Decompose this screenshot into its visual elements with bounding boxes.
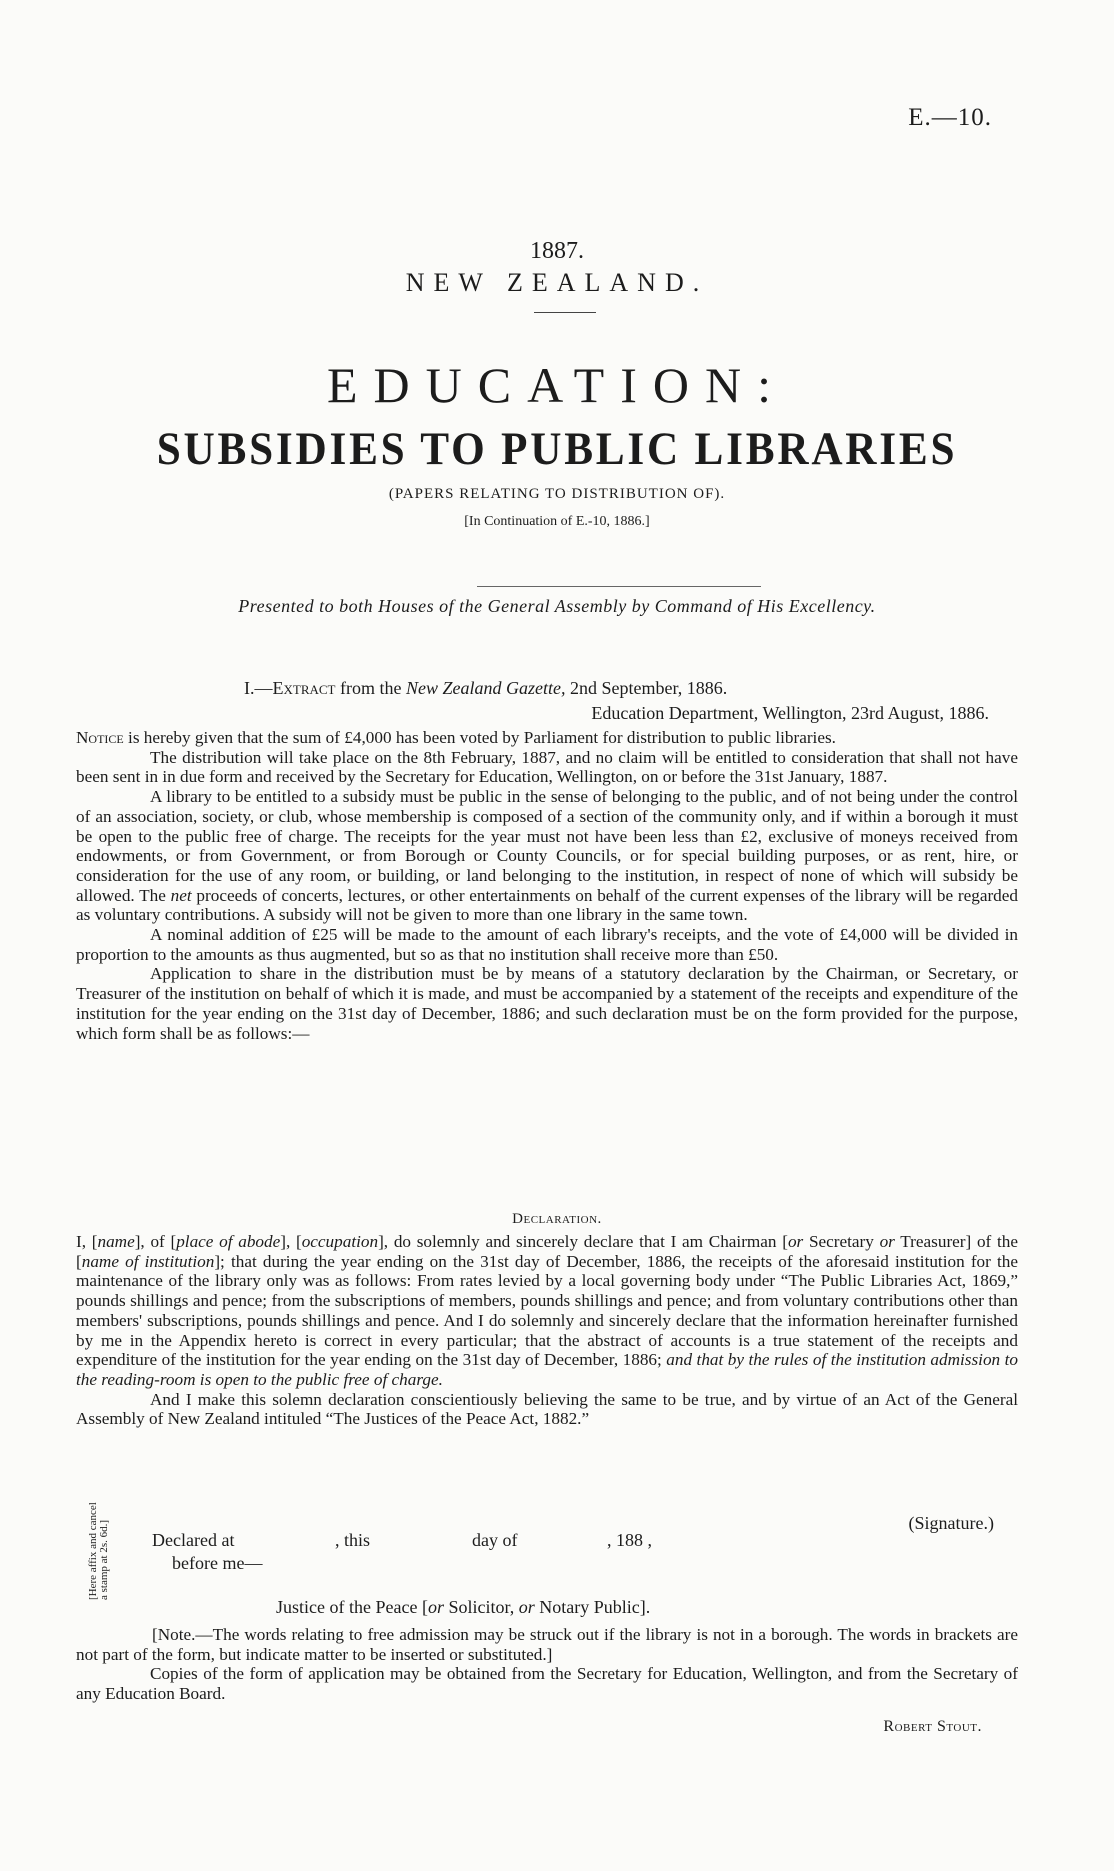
year-label: , 188 , — [607, 1530, 652, 1550]
declaration-body — [76, 1232, 1018, 1429]
year: 1887. — [530, 238, 584, 264]
text: ]; that during the year ending on the 31st day of December, 1886, the receipts of the aforesaid institution for the maintenance of the library only was as follows: From rates levied by a local governing body under “The Public Libraries Act, 1869,” pounds shillings and pence; from the subscriptions of members, pounds shillings and pence; and from voluntary contributions other than members' subscriptions, pounds shillings and pence. And I do solemnly and sincerely declare that the information hereinafter furnished by me in the Appendix hereto is correct in every particular; that the abstract of accounts is a true statement of the receipts and expenditure of the institution for the year ending on the 31st day of December, 1886; — [76, 1251, 1018, 1370]
notice-word: Notice — [76, 728, 124, 747]
text: Notary Public]. — [534, 1597, 651, 1617]
before-me: before me— — [172, 1553, 263, 1573]
emphasis: or — [427, 1597, 444, 1617]
paragraph: The distribution will take place on the 8th February, 1887, and no claim will be entitled to consideration that shall not have been sent in in due form and received by the Secretary for Education, Wellington, on or before the 31st January, 1887. — [76, 747, 1018, 787]
placeholder: name — [97, 1232, 135, 1251]
note-section — [76, 1625, 1018, 1704]
extract-from: from the — [335, 678, 406, 698]
declaration-paragraph: And I make this solemn declaration conscientiously believing the same to be true, and by virtue of an Act of the General Assembly of New Zealand intituled “The Justices of the Peace Act, 1882.” — [76, 1389, 1018, 1429]
signature-label: (Signature.) — [908, 1513, 994, 1533]
paragraph — [76, 787, 1018, 925]
declaration-paragraph — [76, 1232, 1018, 1390]
divider — [534, 312, 596, 313]
declared-at: Declared at — [152, 1530, 235, 1550]
stamp-box — [88, 1500, 148, 1600]
placeholder: or — [787, 1232, 804, 1251]
signatory: Robert Stout. — [883, 1718, 982, 1735]
paragraph: Application to share in the distribution must be by means of a statutory declaration by the Chairman, or Secretary, or Treasurer of the institution on behalf of which it is made, and must be accompanied by a statement of the receipts and expenditure of the institution for the year ending on the 31st day of December, 1886; and such declaration must be on the form provided for the purpose, which form shall be as follows:— — [76, 964, 1018, 1043]
paragraph-text: is hereby given that the sum of £4,000 has been voted by Parliament for distribution to public libraries. — [123, 728, 836, 747]
day-of-label: day of — [472, 1530, 518, 1550]
notice-body — [76, 728, 1018, 1043]
divider — [477, 586, 761, 587]
placeholder: occupation — [301, 1232, 379, 1251]
placeholder: place of abode — [176, 1232, 281, 1251]
note-paragraph: Copies of the form of application may be obtained from the Secretary for Education, Wellington, and from the Secretary of any Education Board. — [76, 1664, 1018, 1704]
presented-line: Presented to both Houses of the General Assembly by Command of His Excellency. — [238, 596, 876, 616]
text: ], of [ — [134, 1232, 177, 1251]
paragraph-text: proceeds of concerts, lectures, or other entertainments on behalf of the current expenses of the library will be regarded as voluntary contributions. A subsidy will not be given to more than one library in the same town. — [76, 885, 1018, 925]
papers-note: (PAPERS RELATING TO DISTRIBUTION OF). — [388, 486, 726, 502]
page-title: EDUCATION: — [327, 357, 787, 413]
document-reference: E.—10. — [908, 104, 992, 131]
text: Justice of the Peace [ — [276, 1597, 428, 1617]
text: Secretary — [803, 1232, 880, 1251]
justice-line — [276, 1597, 650, 1618]
text: Solicitor, — [443, 1597, 519, 1617]
text: ], do solemnly and sincerely declare that I am Chairman [ — [378, 1232, 788, 1251]
paragraph-text: A library to be entitled to a subsidy must be public in the sense of belonging to the public, and of not being under the control of an association, society, or club, whose membership is composed of a section of the community only, and if within a borough it must be open to the public free of charge. The receipts for the year must not have been less than £2, exclusive of moneys received from endowments, or from Government, or from Borough or County Councils, or for special building purposes, or as rent, hire, or consideration for the use of any room, or building, or land belonging to the institution, in respect of none of which will subsidy be allowed. The — [76, 787, 1018, 905]
gazette-name: New Zealand Gazette, — [405, 678, 566, 698]
placeholder: or — [879, 1232, 895, 1251]
extract-heading — [244, 678, 727, 699]
note-paragraph: [Note.—The words relating to free admission may be struck out if the library is not in a borough. The words in brackets are not part of the form, but indicate matter to be inserted or substituted.] — [76, 1625, 1018, 1664]
text: Treasurer] of the [ — [76, 1232, 1018, 1271]
placeholder: name of institution — [81, 1251, 215, 1271]
text: ], [ — [280, 1232, 302, 1251]
country: NEW ZEALAND. — [405, 268, 709, 297]
page-subtitle: SUBSIDIES TO PUBLIC LIBRARIES — [156, 423, 958, 475]
this-label: , this — [335, 1530, 371, 1550]
department-line: Education Department, Wellington, 23rd August, 1886. — [591, 703, 989, 723]
emphasis: or — [518, 1597, 535, 1617]
paragraph: A nominal addition of £25 will be made to the amount of each library's receipts, and the vote of £4,000 will be divided in proportion to the amounts as thus augmented, but so as that no institution shall receive more than £50. — [76, 925, 1018, 964]
emphasis: net — [170, 885, 192, 905]
declaration-heading: Declaration. — [512, 1211, 602, 1227]
emphasis: and that by the rules of the institution admission to the reading-room is open to the public free of charge. — [76, 1350, 1018, 1389]
extract-prefix: I.—Extract — [244, 678, 336, 698]
continuation-note: [In Continuation of E.-10, 1886.] — [464, 514, 650, 529]
paragraph — [76, 728, 1018, 748]
stamp-note: [Here affix and cancel a stamp at 2s. 6d.] — [87, 1502, 110, 1600]
text: I, [ — [76, 1232, 98, 1251]
extract-date: 2nd September, 1886. — [565, 678, 728, 698]
